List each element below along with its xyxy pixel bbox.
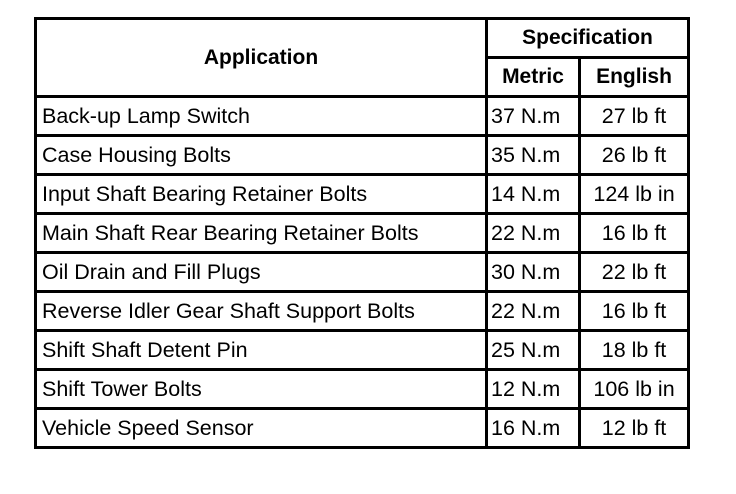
metric-value-cell: 14 N.m — [487, 175, 580, 214]
application-cell: Back-up Lamp Switch — [36, 97, 487, 136]
english-value-cell: 124 lb in — [580, 175, 689, 214]
application-cell: Input Shaft Bearing Retainer Bolts — [36, 175, 487, 214]
english-value-cell: 22 lb ft — [580, 253, 689, 292]
table-body — [36, 97, 689, 448]
table-row — [36, 253, 689, 292]
metric-value-cell: 12 N.m — [487, 370, 580, 409]
fastener-spec-table — [34, 17, 690, 449]
metric-value-cell: 25 N.m — [487, 331, 580, 370]
metric-value-cell: 35 N.m — [487, 136, 580, 175]
metric-value-cell: 22 N.m — [487, 292, 580, 331]
application-cell: Vehicle Speed Sensor — [36, 409, 487, 448]
application-header: Application — [36, 19, 487, 97]
english-value-cell: 106 lb in — [580, 370, 689, 409]
table-row — [36, 370, 689, 409]
table-row — [36, 136, 689, 175]
table-row — [36, 175, 689, 214]
header-row-top — [36, 19, 689, 58]
table-row — [36, 292, 689, 331]
table-row — [36, 214, 689, 253]
table-row — [36, 331, 689, 370]
specification-header: Specification — [487, 19, 689, 58]
application-cell: Case Housing Bolts — [36, 136, 487, 175]
table-row — [36, 409, 689, 448]
metric-header: Metric — [487, 58, 580, 97]
application-cell: Shift Tower Bolts — [36, 370, 487, 409]
metric-value-cell: 22 N.m — [487, 214, 580, 253]
english-value-cell: 12 lb ft — [580, 409, 689, 448]
table-header — [36, 19, 689, 97]
english-value-cell: 26 lb ft — [580, 136, 689, 175]
table-row — [36, 97, 689, 136]
application-cell: Oil Drain and Fill Plugs — [36, 253, 487, 292]
english-value-cell: 16 lb ft — [580, 292, 689, 331]
english-value-cell: 16 lb ft — [580, 214, 689, 253]
metric-value-cell: 37 N.m — [487, 97, 580, 136]
metric-value-cell: 30 N.m — [487, 253, 580, 292]
application-cell: Main Shaft Rear Bearing Retainer Bolts — [36, 214, 487, 253]
english-value-cell: 18 lb ft — [580, 331, 689, 370]
application-cell: Reverse Idler Gear Shaft Support Bolts — [36, 292, 487, 331]
english-value-cell: 27 lb ft — [580, 97, 689, 136]
metric-value-cell: 16 N.m — [487, 409, 580, 448]
english-header: English — [580, 58, 689, 97]
application-cell: Shift Shaft Detent Pin — [36, 331, 487, 370]
